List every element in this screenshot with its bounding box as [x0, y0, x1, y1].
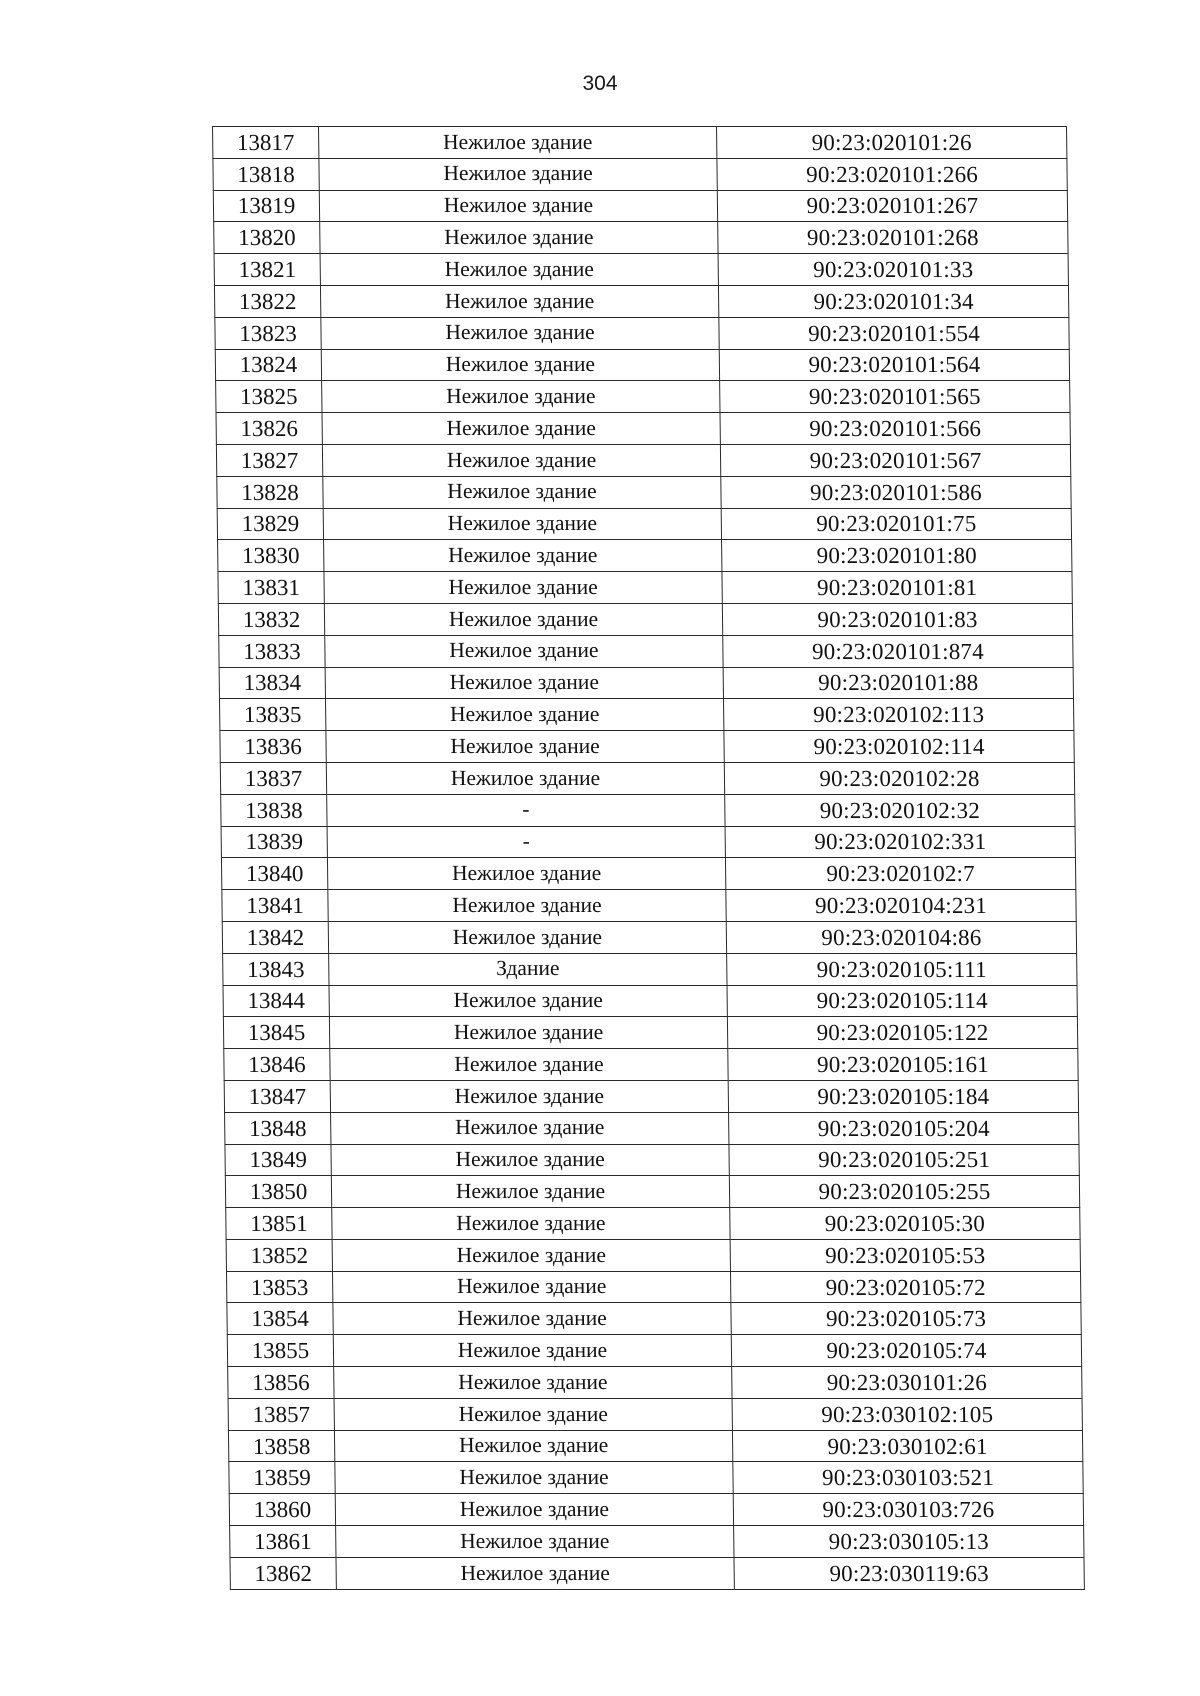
cadastral-number-cell: 90:23:020101:874 [723, 635, 1073, 667]
object-name-cell: Нежилое здание [335, 1494, 733, 1526]
cadastral-number-cell: 90:23:020101:33 [718, 254, 1068, 286]
table-row [219, 667, 1073, 699]
row-number-cell: 13838 [221, 794, 327, 826]
row-number-cell: 13837 [220, 762, 326, 794]
row-number-cell: 13823 [215, 317, 321, 349]
table-row [219, 635, 1073, 667]
object-name-cell: Нежилое здание [323, 508, 721, 540]
object-name-cell: Нежилое здание [331, 1112, 729, 1144]
cadastral-number-cell: 90:23:030103:521 [733, 1462, 1083, 1494]
registry-table [212, 126, 1085, 1590]
object-name-cell: Нежилое здание [331, 1144, 729, 1176]
object-name-cell: Нежилое здание [329, 985, 727, 1017]
row-number-cell: 13858 [228, 1430, 334, 1462]
cadastral-number-cell: 90:23:020102:28 [724, 762, 1074, 794]
row-number-cell: 13854 [227, 1303, 333, 1335]
cadastral-number-cell: 90:23:020105:114 [727, 985, 1077, 1017]
row-number-cell: 13855 [227, 1335, 333, 1367]
row-number-cell: 13830 [218, 540, 324, 572]
row-number-cell: 13822 [214, 285, 320, 317]
object-name-cell: Нежилое здание [334, 1430, 732, 1462]
cadastral-number-cell: 90:23:030119:63 [734, 1557, 1084, 1589]
object-name-cell: Нежилое здание [333, 1303, 731, 1335]
table-row [222, 921, 1076, 953]
row-number-cell: 13825 [216, 381, 322, 413]
cadastral-number-cell: 90:23:020105:73 [731, 1303, 1081, 1335]
row-number-cell: 13829 [217, 508, 323, 540]
row-number-cell: 13861 [230, 1526, 336, 1558]
row-number-cell: 13848 [225, 1112, 331, 1144]
row-number-cell: 13839 [221, 826, 327, 858]
cadastral-number-cell: 90:23:030102:61 [732, 1430, 1082, 1462]
table-row [214, 254, 1068, 286]
table-row [213, 158, 1067, 190]
cadastral-number-cell: 90:23:020105:30 [730, 1208, 1080, 1240]
table-row [213, 127, 1067, 159]
cadastral-number-cell: 90:23:020101:554 [719, 317, 1069, 349]
cadastral-number-cell: 90:23:020101:267 [717, 190, 1067, 222]
table-row [217, 508, 1071, 540]
object-name-cell: Нежилое здание [331, 1176, 729, 1208]
table-row [225, 1176, 1079, 1208]
cadastral-number-cell: 90:23:020101:81 [722, 572, 1072, 604]
object-name-cell: Нежилое здание [335, 1462, 733, 1494]
object-name-cell: Нежилое здание [329, 1017, 727, 1049]
page-number: 304 [582, 72, 618, 95]
object-name-cell: Нежилое здание [324, 603, 722, 635]
table-row [214, 222, 1068, 254]
row-number-cell: 13841 [222, 890, 328, 922]
object-name-cell: Нежилое здание [332, 1239, 730, 1271]
cadastral-number-cell: 90:23:020101:566 [720, 413, 1070, 445]
object-name-cell: Нежилое здание [321, 349, 719, 381]
cadastral-number-cell: 90:23:020101:586 [721, 476, 1071, 508]
row-number-cell: 13850 [225, 1176, 331, 1208]
row-number-cell: 13833 [219, 635, 325, 667]
table-row [216, 444, 1070, 476]
object-name-cell: Нежилое здание [325, 635, 723, 667]
cadastral-number-cell: 90:23:020105:111 [727, 953, 1077, 985]
table-row [214, 285, 1068, 317]
row-number-cell: 13859 [229, 1462, 335, 1494]
cadastral-number-cell: 90:23:020101:80 [722, 540, 1072, 572]
object-name-cell: Нежилое здание [321, 317, 719, 349]
table-row [229, 1462, 1083, 1494]
row-number-cell: 13857 [228, 1398, 334, 1430]
object-name-cell: Нежилое здание [334, 1398, 732, 1430]
object-name-cell: Нежилое здание [322, 381, 720, 413]
table-row [216, 381, 1070, 413]
row-number-cell: 13821 [214, 254, 320, 286]
table-row [223, 985, 1077, 1017]
table-row [227, 1303, 1081, 1335]
row-number-cell: 13844 [223, 985, 329, 1017]
table-row [230, 1526, 1084, 1558]
cadastral-number-cell: 90:23:020105:161 [728, 1049, 1078, 1081]
cadastral-number-cell: 90:23:020104:86 [726, 921, 1076, 953]
cadastral-number-cell: 90:23:030105:13 [734, 1526, 1084, 1558]
object-name-cell: Нежилое здание [328, 890, 726, 922]
table-row [219, 699, 1073, 731]
row-number-cell: 13831 [218, 572, 324, 604]
object-name-cell: Нежилое здание [319, 127, 717, 159]
row-number-cell: 13820 [214, 222, 320, 254]
object-name-cell: Нежилое здание [333, 1335, 731, 1367]
cadastral-number-cell: 90:23:020102:32 [725, 794, 1075, 826]
table-row [218, 572, 1072, 604]
table-row [218, 603, 1072, 635]
cadastral-number-cell: 90:23:020105:53 [730, 1239, 1080, 1271]
row-number-cell: 13824 [215, 349, 321, 381]
table-row [222, 890, 1076, 922]
table-row [228, 1367, 1082, 1399]
row-number-cell: 13845 [223, 1017, 329, 1049]
cadastral-number-cell: 90:23:020105:255 [729, 1176, 1079, 1208]
cadastral-number-cell: 90:23:020105:122 [727, 1017, 1077, 1049]
object-name-cell: Нежилое здание [328, 921, 726, 953]
table-row [220, 731, 1074, 763]
object-name-cell: Нежилое здание [322, 413, 720, 445]
cadastral-number-cell: 90:23:030102:105 [732, 1398, 1082, 1430]
object-name-cell: - [327, 826, 725, 858]
cadastral-number-cell: 90:23:030103:726 [733, 1494, 1083, 1526]
table-row [230, 1557, 1084, 1589]
object-name-cell: Нежилое здание [319, 190, 717, 222]
table-row [223, 1017, 1077, 1049]
object-name-cell: Нежилое здание [324, 572, 722, 604]
row-number-cell: 13827 [216, 444, 322, 476]
object-name-cell: Нежилое здание [326, 762, 724, 794]
row-number-cell: 13832 [218, 603, 324, 635]
row-number-cell: 13834 [219, 667, 325, 699]
table-row [228, 1430, 1082, 1462]
cadastral-number-cell: 90:23:020102:7 [725, 858, 1075, 890]
cadastral-number-cell: 90:23:020101:75 [721, 508, 1071, 540]
object-name-cell: Нежилое здание [332, 1271, 730, 1303]
row-number-cell: 13828 [217, 476, 323, 508]
table-row [225, 1144, 1079, 1176]
table-row [226, 1239, 1080, 1271]
row-number-cell: 13840 [221, 858, 327, 890]
row-number-cell: 13860 [229, 1494, 335, 1526]
cadastral-number-cell: 90:23:020102:114 [724, 731, 1074, 763]
table-row [216, 413, 1070, 445]
object-name-cell: Нежилое здание [332, 1208, 730, 1240]
table-row [224, 1080, 1078, 1112]
table-row [226, 1208, 1080, 1240]
row-number-cell: 13826 [216, 413, 322, 445]
row-number-cell: 13851 [226, 1208, 332, 1240]
row-number-cell: 13835 [219, 699, 325, 731]
row-number-cell: 13856 [228, 1367, 334, 1399]
object-name-cell: Нежилое здание [320, 285, 718, 317]
cadastral-number-cell: 90:23:020105:74 [731, 1335, 1081, 1367]
table-row [213, 190, 1067, 222]
row-number-cell: 13817 [213, 127, 319, 159]
object-name-cell: Нежилое здание [336, 1526, 734, 1558]
cadastral-number-cell: 90:23:020105:204 [729, 1112, 1079, 1144]
row-number-cell: 13836 [220, 731, 326, 763]
object-name-cell: Нежилое здание [330, 1049, 728, 1081]
row-number-cell: 13853 [226, 1271, 332, 1303]
row-number-cell: 13818 [213, 158, 319, 190]
object-name-cell: Нежилое здание [330, 1080, 728, 1112]
object-name-cell: Здание [329, 953, 727, 985]
cadastral-number-cell: 90:23:020101:565 [720, 381, 1070, 413]
row-number-cell: 13862 [230, 1557, 336, 1589]
object-name-cell: Нежилое здание [319, 158, 717, 190]
row-number-cell: 13819 [213, 190, 319, 222]
cadastral-number-cell: 90:23:020101:26 [717, 127, 1067, 159]
object-name-cell: Нежилое здание [325, 699, 723, 731]
object-name-cell: Нежилое здание [324, 540, 722, 572]
table-row [224, 1049, 1078, 1081]
row-number-cell: 13843 [223, 953, 329, 985]
table-row [228, 1398, 1082, 1430]
row-number-cell: 13852 [226, 1239, 332, 1271]
cadastral-number-cell: 90:23:020101:88 [723, 667, 1073, 699]
row-number-cell: 13846 [224, 1049, 330, 1081]
cadastral-number-cell: 90:23:020101:564 [719, 349, 1069, 381]
object-name-cell: Нежилое здание [336, 1557, 734, 1589]
table-row [215, 349, 1069, 381]
table-row [220, 762, 1074, 794]
cadastral-number-cell: 90:23:020105:72 [730, 1271, 1080, 1303]
object-name-cell: Нежилое здание [320, 254, 718, 286]
table-row [227, 1335, 1081, 1367]
table-row [229, 1494, 1083, 1526]
table-row [226, 1271, 1080, 1303]
object-name-cell: Нежилое здание [327, 858, 725, 890]
cadastral-number-cell: 90:23:020101:34 [718, 285, 1068, 317]
cadastral-number-cell: 90:23:020104:231 [726, 890, 1076, 922]
cadastral-number-cell: 90:23:020105:184 [728, 1080, 1078, 1112]
table-row [221, 858, 1075, 890]
cadastral-number-cell: 90:23:020101:266 [717, 158, 1067, 190]
table-row [225, 1112, 1079, 1144]
row-number-cell: 13847 [224, 1080, 330, 1112]
cadastral-number-cell: 90:23:020102:331 [725, 826, 1075, 858]
table-row [221, 826, 1075, 858]
object-name-cell: Нежилое здание [320, 222, 718, 254]
object-name-cell: Нежилое здание [323, 476, 721, 508]
cadastral-number-cell: 90:23:020101:83 [722, 603, 1072, 635]
cadastral-number-cell: 90:23:020102:113 [723, 699, 1073, 731]
object-name-cell: - [327, 794, 725, 826]
cadastral-number-cell: 90:23:030101:26 [732, 1367, 1082, 1399]
object-name-cell: Нежилое здание [325, 667, 723, 699]
row-number-cell: 13842 [222, 921, 328, 953]
object-name-cell: Нежилое здание [322, 444, 720, 476]
object-name-cell: Нежилое здание [334, 1367, 732, 1399]
registry-table-body [213, 127, 1085, 1590]
table-row [221, 794, 1075, 826]
cadastral-number-cell: 90:23:020101:567 [720, 444, 1070, 476]
table-row [218, 540, 1072, 572]
object-name-cell: Нежилое здание [326, 731, 724, 763]
table-row [215, 317, 1069, 349]
cadastral-number-cell: 90:23:020105:251 [729, 1144, 1079, 1176]
row-number-cell: 13849 [225, 1144, 331, 1176]
table-row [223, 953, 1077, 985]
cadastral-number-cell: 90:23:020101:268 [718, 222, 1068, 254]
table-row [217, 476, 1071, 508]
